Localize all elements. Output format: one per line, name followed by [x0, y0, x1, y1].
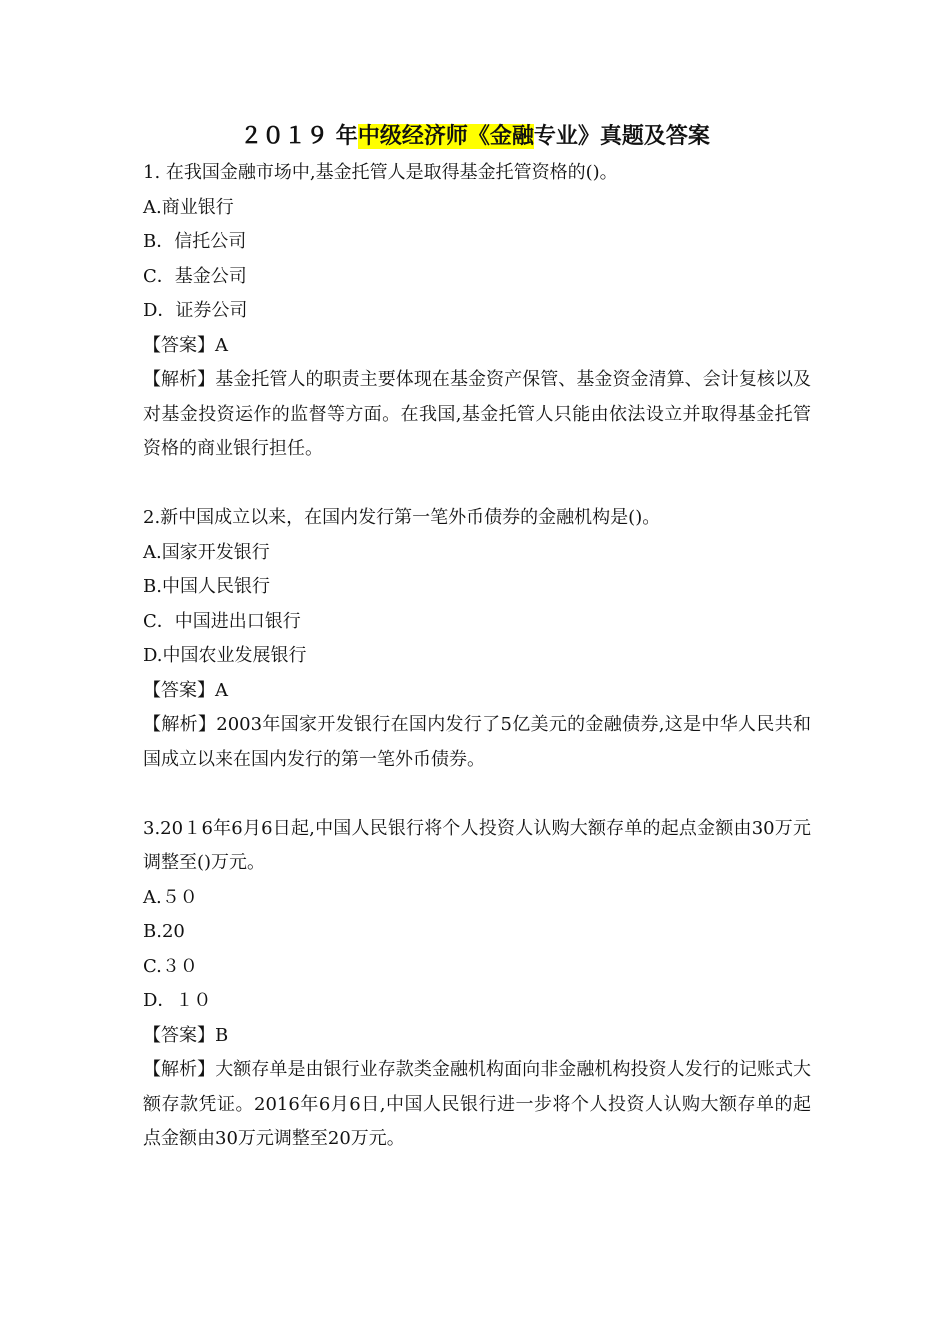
- answer-line: 【答案】A: [143, 679, 228, 701]
- question-stem: 2.新中国成立以来，在国内发行第一笔外币债券的金融机构是()。: [143, 507, 661, 528]
- option-b: B.20: [143, 921, 185, 942]
- option-c: C．基金公司: [143, 265, 247, 287]
- document-title: [0, 120, 950, 154]
- option-d: D．证券公司: [143, 300, 248, 321]
- title-highlight-1: 中级经济师《: [357, 124, 490, 149]
- option-a: A.商业银行: [143, 196, 234, 218]
- option-c: C.３０: [143, 955, 198, 977]
- title-year: ２０１９ 年: [240, 124, 358, 149]
- blank-line: [143, 777, 811, 812]
- answer-line: 【答案】A: [143, 334, 228, 356]
- option-d: D.中国农业发展银行: [143, 645, 307, 666]
- document-body: [143, 156, 811, 1157]
- blank-line: [143, 467, 811, 502]
- question-stem: 3.20１6年6月6日起,中国人民银行将个人投资人认购大额存单的起点金额由30万元调整至()万元。: [143, 817, 811, 873]
- analysis-paragraph: 【解析】2003年国家开发银行在国内发行了5亿美元的金融债券,这是中华人民共和国成立以来在国内发行的第一笔外币债券。: [143, 714, 811, 770]
- title-rest: 专业》真题及答案: [533, 124, 710, 149]
- question-block: [143, 812, 811, 1157]
- answer-line: 【答案】B: [143, 1024, 229, 1046]
- question-stem: 1. 在我国金融市场中,基金托管人是取得基金托管资格的()。: [143, 162, 618, 183]
- option-b: B．信托公司: [143, 231, 247, 252]
- option-c: C．中国进出口银行: [143, 610, 301, 632]
- option-a: A.国家开发银行: [143, 541, 270, 563]
- analysis-paragraph: 【解析】基金托管人的职责主要体现在基金资产保管、基金资金清算、会计复核以及对基金投资运作的监督等方面。在我国,基金托管人只能由依法设立并取得基金托管资格的商业银行担任。: [143, 369, 811, 459]
- title-highlight-2: 金融: [489, 124, 534, 149]
- question-block: [143, 501, 811, 777]
- question-block: [143, 156, 811, 467]
- option-d: D．１０: [143, 990, 212, 1011]
- analysis-paragraph: 【解析】大额存单是由银行业存款类金融机构面向非金融机构投资人发行的记账式大额存款凭证。2016年6月6日,中国人民银行进一步将个人投资人认购大额存单的起点金额由30万元调整至20万元。: [143, 1059, 811, 1149]
- option-a: A.５０: [143, 886, 198, 908]
- option-b: B.中国人民银行: [143, 576, 270, 597]
